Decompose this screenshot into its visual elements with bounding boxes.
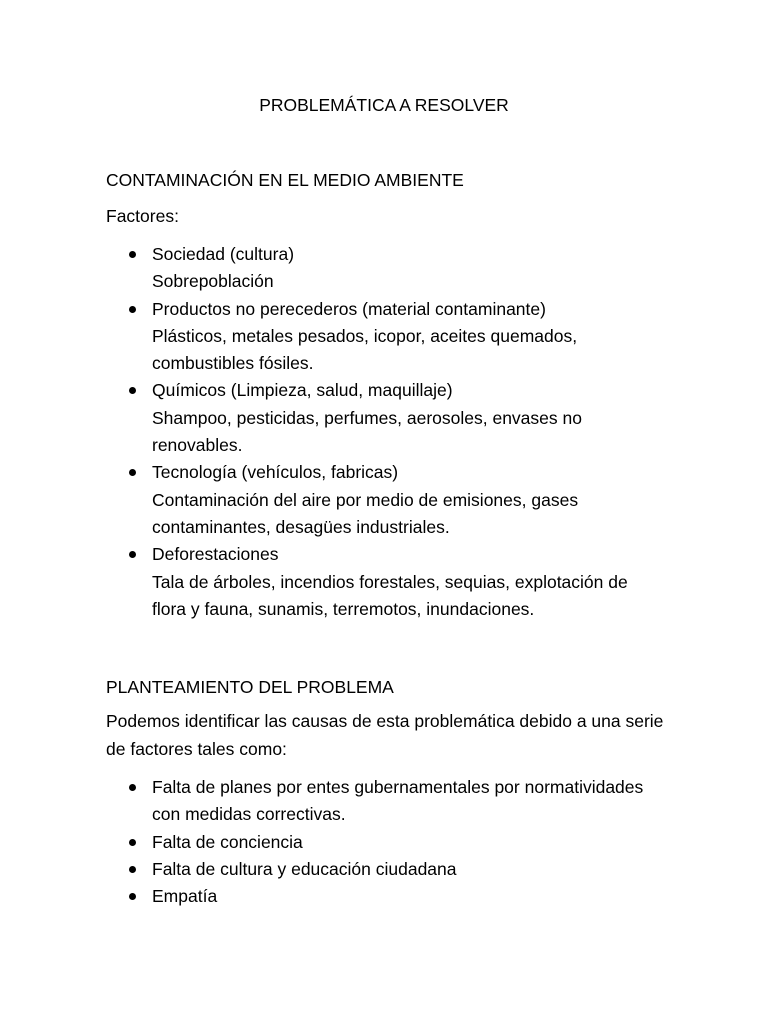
factor-description: Plásticos, metales pesados, icopor, aceites quemados, combustibles fósiles. [152,325,578,374]
bullet-icon [129,251,136,258]
factor-label: Deforestaciones [152,544,279,565]
list-item [106,541,666,623]
list-item [106,774,666,829]
cause-text: Falta de cultura y educación ciudadana [152,858,457,879]
causes-list [106,774,666,910]
bullet-icon [129,784,136,791]
section-heading-planteamiento: PLANTEAMIENTO DEL PROBLEMA [106,677,394,697]
section-heading-contaminacion: CONTAMINACIÓN EN EL MEDIO AMBIENTE [106,170,464,190]
factor-description: Shampoo, pesticidas, perfumes, aerosoles, envases no renovables. [152,407,582,456]
bullet-icon [129,387,136,394]
factor-label: Químicos (Limpieza, salud, maquillaje) [152,380,453,401]
list-item [106,459,666,541]
bullet-icon [129,893,136,900]
cause-text: Empatía [152,886,218,907]
bullet-icon [129,306,136,313]
list-item [106,883,666,910]
factor-label: Productos no perecederos (material contaminante) [152,298,546,319]
bullet-icon [129,469,136,476]
cause-text: Falta de conciencia [152,831,303,852]
bullet-icon [129,551,136,558]
list-item [106,856,666,883]
factors-list [106,241,666,623]
causes-intro: Podemos identificar las causas de esta problemática debido a una serie de factores tales como: [106,711,664,759]
list-item [106,241,666,296]
list-item [106,829,666,856]
list-item [106,377,666,459]
bullet-icon [129,839,136,846]
factor-description: Tala de árboles, incendios forestales, sequias, explotación de flora y fauna, sunamis, terremotos, inundaciones. [152,571,628,619]
list-item [106,296,666,378]
factors-intro: Factores: [106,206,179,226]
factor-label: Tecnología (vehículos, fabricas) [152,462,399,483]
bullet-icon [129,866,136,873]
factor-label: Sociedad (cultura) [152,244,295,264]
document-title: PROBLEMÁTICA A RESOLVER [259,95,509,115]
factor-description: Contaminación del aire por medio de emisiones, gases contaminantes, desagües industriales. [152,489,579,537]
cause-text: Falta de planes por entes gubernamentales por normatividades con medidas correctivas. [152,777,644,825]
factor-description: Sobrepoblación [152,271,274,292]
